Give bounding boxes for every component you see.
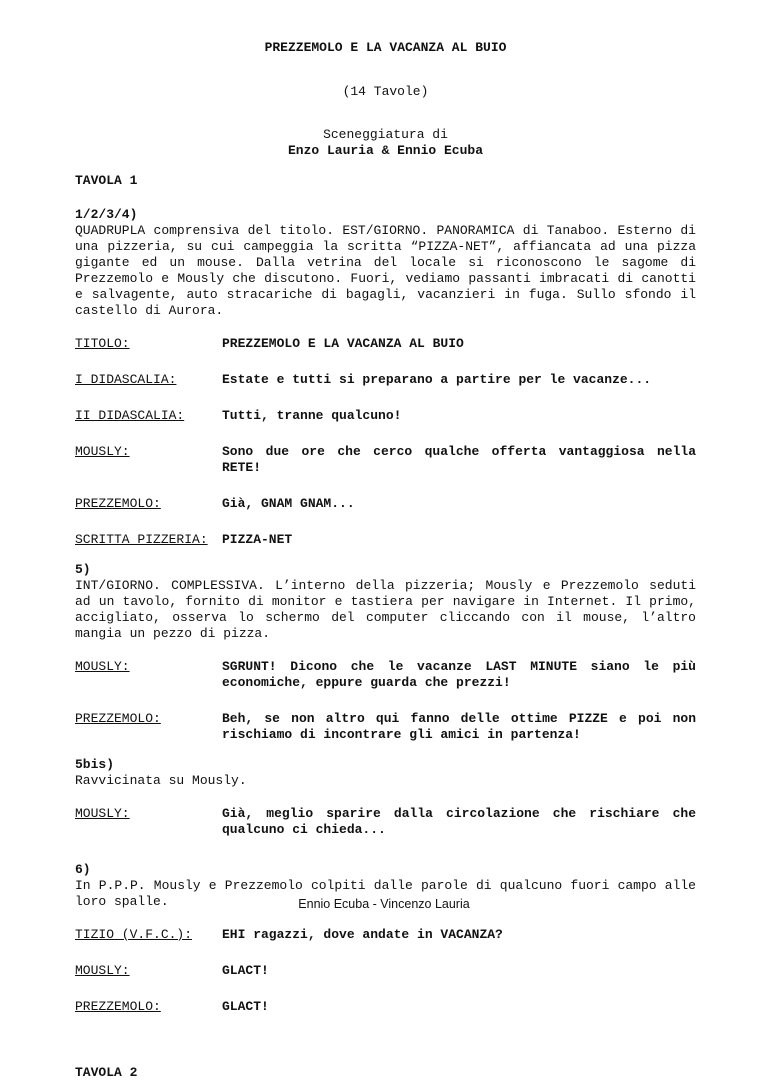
speaker: MOUSLY: [75, 963, 130, 978]
line-text: GLACT! [222, 963, 269, 978]
scene-number: 6) [75, 862, 91, 877]
dialogue-line [75, 496, 696, 512]
scene-number: 5bis) [75, 757, 115, 772]
dialogue-line [75, 444, 696, 476]
dialogue-line [75, 408, 696, 424]
line-text: PIZZA-NET [222, 532, 293, 547]
scene-description: INT/GIORNO. COMPLESSIVA. L’interno della pizzeria; Mously e Prezzemolo seduti ad un tavolo, fornito di monitor e tastiera per navigare in Internet. Il primo, accigliato, osserva lo schermo del computer cliccando con il mouse, l’altro mangia un pezzo di pizza. [75, 578, 696, 641]
dialogue-line [75, 336, 696, 352]
plates-count: (14 Tavole) [342, 84, 429, 99]
scene-number: 5) [75, 562, 91, 577]
dialogue-line [75, 372, 696, 388]
speaker: I DIDASCALIA: [75, 372, 177, 387]
speaker: MOUSLY: [75, 806, 130, 821]
line-text: Tutti, tranne qualcuno! [222, 408, 402, 423]
line-text: Già, meglio sparire dalla circolazione che rischiare che qualcuno ci chieda... [222, 806, 696, 837]
speaker: PREZZEMOLO: [75, 496, 161, 511]
speaker: TITOLO: [75, 336, 130, 351]
dialogue-line [75, 927, 696, 943]
dialogue-line [75, 963, 696, 979]
scene-description: QUADRUPLA comprensiva del titolo. EST/GIORNO. PANORAMICA di Tanaboo. Esterno di una pizzeria, su cui campeggia la scritta “PIZZA-NET”, affiancata ad una pizza gigante ed un mouse. Dalla vetrina del locale si riconoscono le sagome di Prezzemolo e Mously che discutono. Fuori, vediamo passanti imbracati di canotti e salvagente, auto stracariche di bagagli, vacanzieri in fuga. Sullo sfondo il castello di Aurora. [75, 223, 696, 318]
tavola-2-heading: TAVOLA 2 [75, 1065, 138, 1080]
speaker: SCRITTA PIZZERIA: [75, 532, 208, 547]
dialogue-line [75, 806, 696, 838]
line-text: EHI ragazzi, dove andate in VACANZA? [222, 927, 503, 942]
speaker: MOUSLY: [75, 659, 130, 674]
authors: Enzo Lauria & Ennio Ecuba [287, 143, 484, 158]
speaker: II DIDASCALIA: [75, 408, 185, 423]
line-text: GLACT! [222, 999, 269, 1014]
screenplay-page [75, 38, 696, 1080]
line-text: Già, GNAM GNAM... [222, 496, 355, 511]
tavola-1-heading: TAVOLA 1 [75, 173, 138, 188]
screenplay-by-label: Sceneggiatura di [323, 127, 448, 142]
line-text: PREZZEMOLO E LA VACANZA AL BUIO [222, 336, 464, 351]
dialogue-line [75, 659, 696, 691]
dialogue-line [75, 532, 696, 548]
line-text: Beh, se non altro qui fanno delle ottime PIZZE e poi non rischiamo di incontrare gli amici in partenza! [222, 711, 696, 742]
scene-description: Ravvicinata su Mously. [75, 773, 247, 788]
dialogue-line [75, 999, 696, 1015]
dialogue-line [75, 711, 696, 743]
page-footer: Ennio Ecuba - Vincenzo Lauria [298, 897, 470, 911]
speaker: TIZIO (V.F.C.): [75, 927, 193, 942]
scene-number: 1/2/3/4) [75, 207, 138, 222]
speaker: MOUSLY: [75, 444, 130, 459]
line-text: SGRUNT! Dicono che le vacanze LAST MINUTE siano le più economiche, eppure guarda che prezzi! [222, 659, 696, 690]
speaker: PREZZEMOLO: [75, 999, 161, 1014]
line-text: Estate e tutti si preparano a partire per le vacanze... [222, 372, 652, 387]
line-text: Sono due ore che cerco qualche offerta vantaggiosa nella RETE! [222, 444, 696, 475]
document-title: PREZZEMOLO E LA VACANZA AL BUIO [264, 40, 507, 55]
speaker: PREZZEMOLO: [75, 711, 161, 726]
scene-description: In P.P.P. Mously e Prezzemolo colpiti dalle parole di qualcuno fuori campo alle loro spalle. [75, 878, 696, 909]
